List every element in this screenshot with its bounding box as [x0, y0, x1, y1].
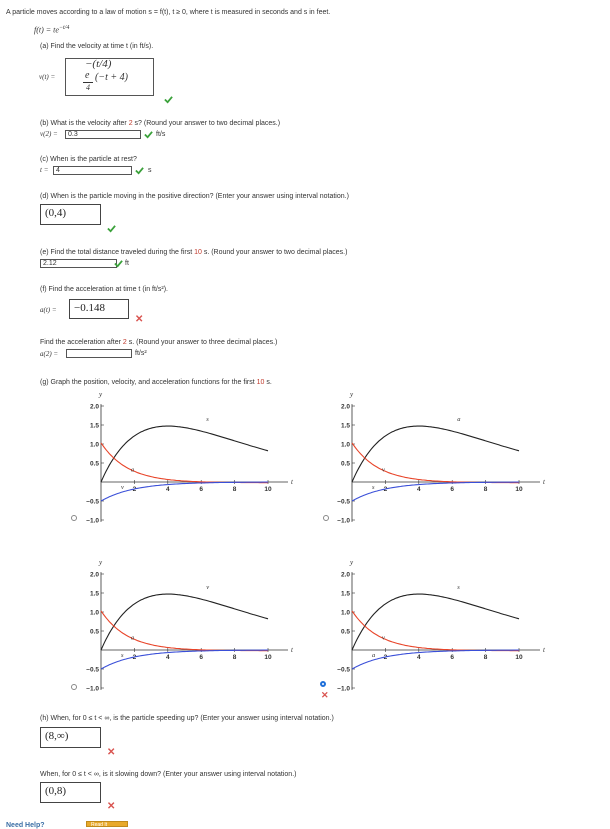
part-b-prompt-pre: (b) What is the velocity after [40, 120, 129, 127]
graph-option-1-radio[interactable] [71, 515, 77, 521]
red-curve-label: a [131, 634, 135, 642]
x-tick-label: 4 [416, 654, 421, 661]
accel-unit: ft/s² [135, 350, 147, 357]
x-tick-label: 8 [232, 654, 237, 661]
part-e-prompt-post: s. (Round your answer to two decimal places.) [201, 249, 348, 256]
blue-curve [101, 482, 268, 501]
y-tick-label: 2.0 [340, 403, 350, 411]
black-curve-label: v [206, 584, 210, 592]
answer-factor: (−t + 4) [95, 72, 128, 83]
black-curve-label: a [457, 416, 461, 424]
rest-time-input[interactable]: 4 [53, 166, 132, 175]
part-e-unit: ft [125, 260, 129, 267]
x-tick-label: 2 [383, 486, 388, 493]
red-curve-label: v [382, 466, 385, 474]
part-c-prompt: (c) When is the particle at rest? [40, 156, 137, 163]
black-curve [101, 594, 268, 650]
function-exponent: −t/4 [58, 25, 70, 31]
black-curve-label: s [206, 416, 209, 424]
slowing-down-prompt: When, for 0 ≤ t < ∞, is it slowing down? (Enter your answer using interval notation.) [40, 771, 297, 778]
y-tick-label: 2.0 [340, 571, 350, 579]
y-tick-label: 0.5 [89, 460, 99, 468]
y-axis-label: y [99, 558, 103, 567]
need-help-label: Need Help? [6, 822, 45, 829]
y-tick-label: −1.0 [86, 685, 99, 693]
accel-at-2-prompt [40, 339, 277, 346]
part-g-prompt-post: s. [264, 379, 272, 386]
y-tick-label: −0.5 [337, 498, 350, 506]
t-axis-label: t [291, 478, 293, 486]
accel-prompt-pre: Find the acceleration after [40, 339, 123, 346]
blue-curve [101, 650, 268, 669]
graphs-area [0, 385, 610, 695]
check-icon [144, 130, 153, 139]
function-lhs: f(t) = te [34, 25, 59, 35]
speeding-up-input[interactable]: (8,∞) [40, 727, 101, 748]
x-tick-label: 2 [132, 654, 137, 661]
black-curve [352, 594, 519, 650]
blue-curve-label: s [121, 651, 124, 659]
blue-curve [352, 650, 519, 669]
part-g-time: 10 [256, 379, 265, 386]
graph-panel-3 [86, 559, 294, 693]
y-tick-label: −0.5 [86, 666, 99, 674]
check-icon [114, 259, 123, 268]
y-axis-label: y [99, 390, 103, 399]
red-curve [101, 443, 268, 483]
x-tick-label: 10 [515, 486, 523, 493]
graph-panel-2 [337, 391, 546, 525]
y-tick-label: 1.5 [340, 590, 350, 598]
x-tick-label: 4 [416, 486, 421, 493]
slowing-down-input[interactable]: (0,8) [40, 782, 101, 803]
accel-prompt-time: 2 [122, 339, 127, 346]
y-tick-label: −1.0 [337, 517, 350, 525]
y-axis-label: y [350, 558, 354, 567]
y-tick-label: 1.0 [340, 609, 350, 617]
check-icon [107, 224, 116, 233]
answer-denominator: 4 [86, 83, 90, 92]
part-h-prompt: (h) When, for 0 ≤ t < ∞, is the particle speeding up? (Enter your answer using interval notation.) [40, 715, 334, 722]
x-tick-label: 8 [483, 654, 488, 661]
x-tick-label: 4 [165, 654, 170, 661]
red-curve [352, 611, 519, 651]
graph-panel-1 [86, 391, 294, 525]
velocity-at-2-input[interactable]: 0.3 [65, 130, 141, 139]
velocity-answer-box[interactable] [65, 58, 154, 96]
part-b-prompt [40, 120, 280, 127]
part-a-prompt: (a) Find the velocity at time t (in ft/s). [40, 43, 154, 50]
x-tick-label: 10 [515, 654, 523, 661]
y-tick-label: 0.5 [340, 628, 350, 636]
y-tick-label: 0.5 [340, 460, 350, 468]
answer-base-e: e [85, 70, 90, 81]
accel-at-2-input[interactable] [66, 349, 132, 358]
cross-icon: ✕ [321, 690, 329, 700]
part-f-label: a(t) = [40, 306, 57, 314]
cross-icon: ✕ [135, 314, 144, 325]
x-tick-label: 2 [132, 486, 137, 493]
y-tick-label: 2.0 [89, 571, 99, 579]
y-tick-label: −0.5 [86, 498, 99, 506]
function-definition [34, 25, 69, 35]
x-tick-label: 10 [264, 654, 272, 661]
y-tick-label: 1.0 [89, 609, 99, 617]
red-curve [101, 611, 268, 651]
t-axis-label: t [543, 646, 545, 654]
y-tick-label: 1.5 [89, 422, 99, 430]
y-axis-label: y [350, 390, 354, 399]
y-tick-label: 1.5 [89, 590, 99, 598]
y-tick-label: 1.0 [89, 441, 99, 449]
part-e-prompt-pre: (e) Find the total distance traveled during the first [40, 249, 195, 256]
black-curve-label: s [457, 584, 460, 592]
part-b-label: v(2) = [40, 130, 58, 138]
graph-panel-4 [337, 559, 546, 693]
y-tick-label: 0.5 [89, 628, 99, 636]
part-g-prompt-pre: (g) Graph the position, velocity, and acceleration functions for the first [40, 379, 257, 386]
x-tick-label: 8 [232, 486, 237, 493]
t-axis-label: t [543, 478, 545, 486]
accel-prompt-post: s. (Round your answer to three decimal places.) [126, 339, 278, 346]
x-tick-label: 6 [450, 654, 455, 661]
positive-direction-input[interactable]: (0,4) [40, 204, 101, 225]
black-curve [101, 426, 268, 482]
accel-at-2-label: a(2) = [40, 350, 59, 358]
red-curve-label: v [382, 634, 385, 642]
x-tick-label: 6 [450, 486, 455, 493]
x-tick-label: 4 [165, 486, 170, 493]
graph-option-3-radio[interactable] [71, 684, 77, 690]
x-tick-label: 6 [199, 486, 204, 493]
x-tick-label: 2 [383, 654, 388, 661]
y-tick-label: −0.5 [337, 666, 350, 674]
read-it-button[interactable]: Read It [86, 821, 128, 827]
graph-option-2-radio[interactable] [323, 515, 329, 521]
y-tick-label: −1.0 [86, 517, 99, 525]
t-axis-label: t [291, 646, 293, 654]
check-icon [135, 166, 144, 175]
part-c-unit: s [148, 167, 152, 174]
cross-icon: ✕ [107, 801, 116, 812]
red-curve-label: a [131, 466, 135, 474]
y-tick-label: 1.0 [340, 441, 350, 449]
part-c-label: t = [40, 166, 49, 174]
black-curve [352, 426, 519, 482]
problem-intro: A particle moves according to a law of motion s = f(t), t ≥ 0, where t is measured in seconds and s in feet. [6, 9, 331, 16]
blue-curve-label: s [372, 483, 375, 491]
part-e-prompt [40, 249, 347, 256]
x-tick-label: 8 [483, 486, 488, 493]
part-f-prompt: (f) Find the acceleration at time t (in ft/s²). [40, 286, 168, 293]
answer-exponent: −(t/4) [85, 58, 112, 70]
part-d-prompt: (d) When is the particle moving in the positive direction? (Enter your answer using interval notation.) [40, 193, 349, 200]
part-e-time: 10 [194, 249, 202, 256]
x-tick-label: 6 [199, 654, 204, 661]
blue-curve-label: a [372, 651, 376, 659]
total-distance-input[interactable]: 2.12 [40, 259, 117, 268]
part-b-unit: ft/s [156, 131, 166, 138]
y-tick-label: 2.0 [89, 403, 99, 411]
part-a-label: v(t) = [39, 73, 56, 81]
acceleration-answer-box[interactable]: −0.148 [69, 299, 129, 319]
blue-curve-label: v [121, 483, 124, 491]
cross-icon: ✕ [107, 747, 116, 758]
x-tick-label: 10 [264, 486, 272, 493]
red-curve [352, 443, 519, 483]
graph-option-4-radio[interactable] [320, 681, 326, 687]
part-b-prompt-post: s? (Round your answer to two decimal places.) [132, 120, 281, 127]
y-tick-label: 1.5 [340, 422, 350, 430]
y-tick-label: −1.0 [337, 685, 350, 693]
part-b-time: 2 [128, 120, 133, 127]
check-icon [164, 95, 173, 104]
blue-curve [352, 482, 519, 501]
